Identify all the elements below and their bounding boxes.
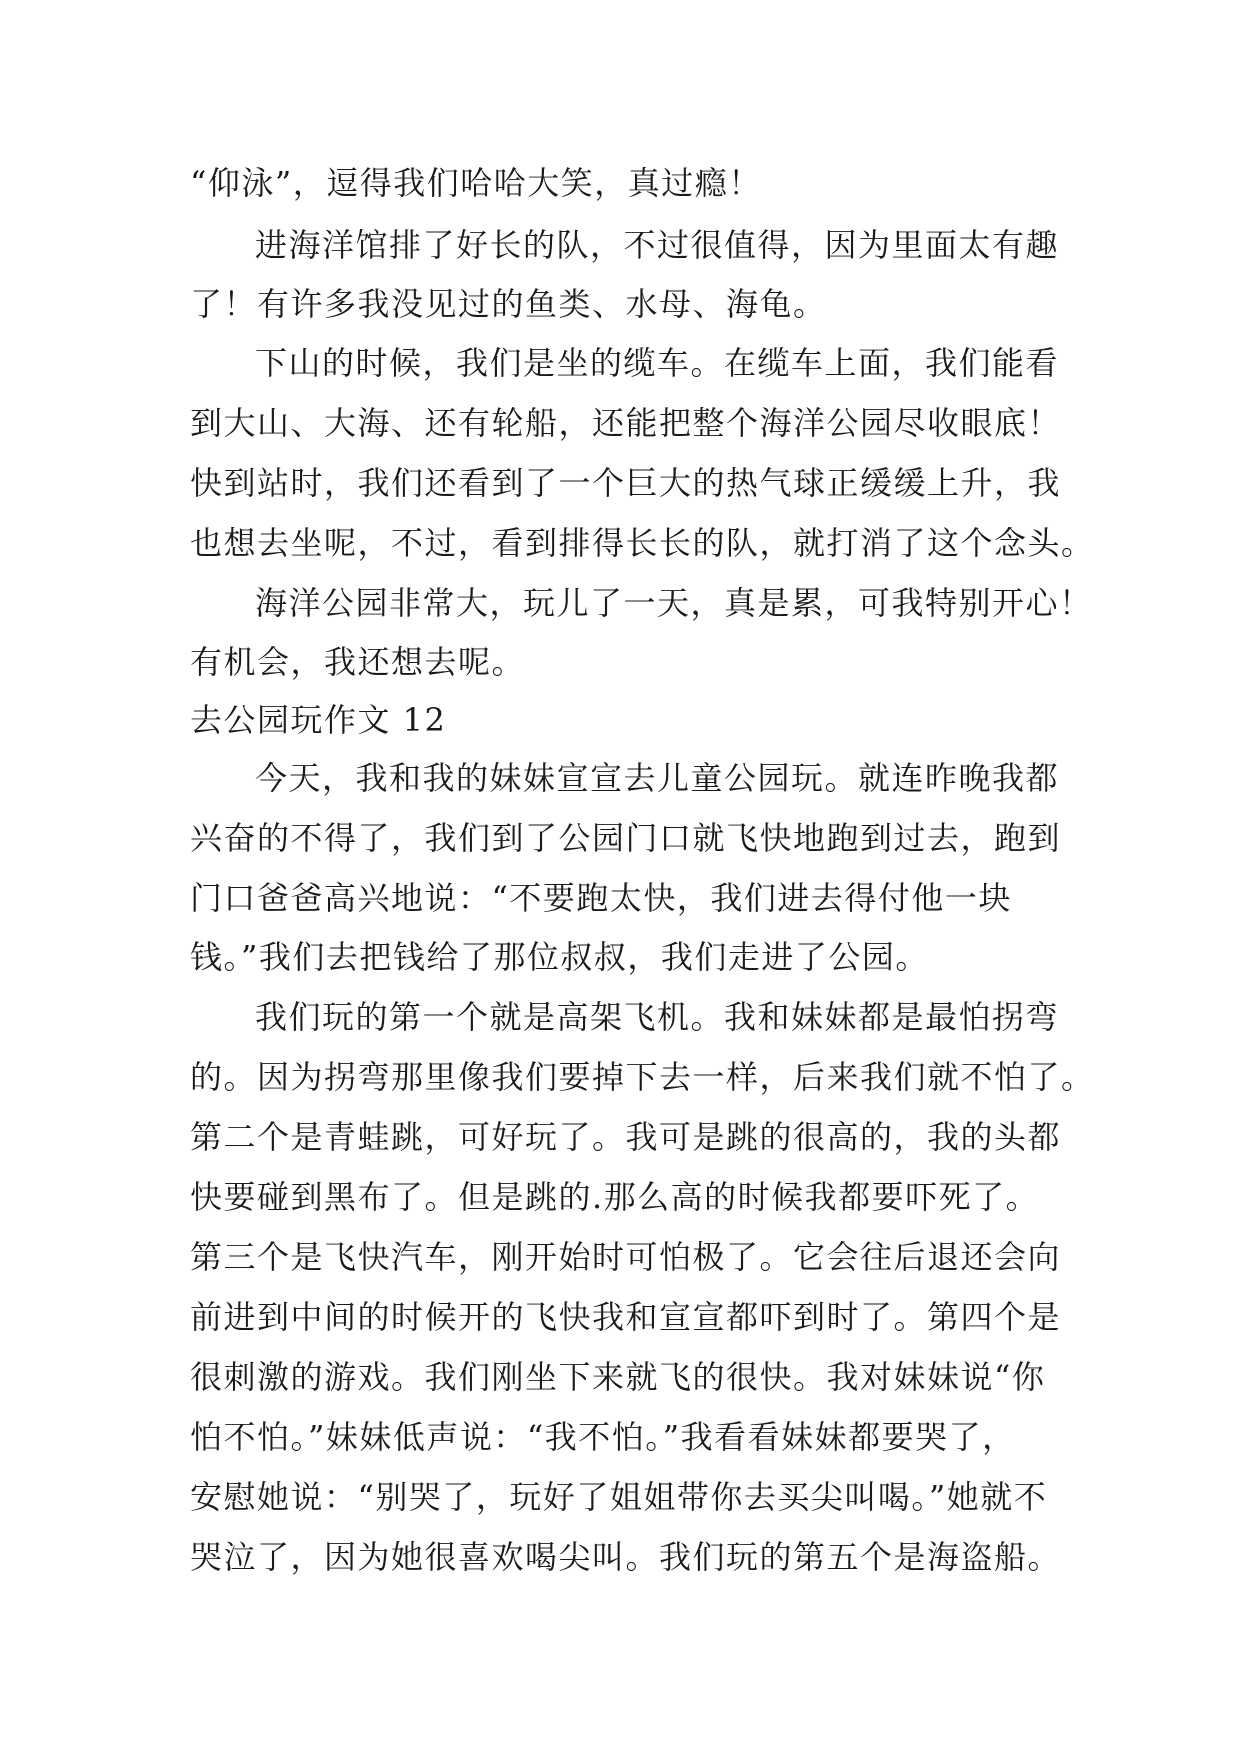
text-line: 进海洋馆排了好长的队，不过很值得，因为里面太有趣 [255, 226, 1060, 264]
text-line: 快要碰到黑布了。但是跳的.那么高的时候我都要吓死了。 [190, 1178, 1040, 1216]
text-line: 第二个是青蛙跳，可好玩了。我可是跳的很高的，我的头都 [190, 1118, 1062, 1156]
text-line: 了！有许多我没见过的鱼类、水母、海龟。 [190, 285, 827, 323]
text-line: 钱。”我们去把钱给了那位叔叔，我们走进了公园。 [190, 938, 929, 976]
text-line: 的。因为拐弯那里像我们要掉下去一样，后来我们就不怕了。 [190, 1058, 1095, 1096]
text-line: 到大山、大海、还有轮船，还能把整个海洋公园尽收眼底！ [190, 404, 1062, 442]
text-line: 海洋公园非常大，玩儿了一天，真是累，可我特别开心！ [255, 584, 1093, 622]
text-line: 今天，我和我的妹妹宣宣去儿童公园玩。就连昨晚我都 [255, 759, 1060, 797]
text-line: 我们玩的第一个就是高架飞机。我和妹妹都是最怕拐弯 [255, 998, 1060, 1036]
text-line: 快到站时，我们还看到了一个巨大的热气球正缓缓上升，我 [190, 464, 1062, 502]
text-line: 哭泣了，因为她很喜欢喝尖叫。我们玩的第五个是海盗船。 [190, 1538, 1062, 1576]
text-line: 兴奋的不得了，我们到了公园门口就飞快地跑到过去，跑到 [190, 819, 1062, 857]
text-line: 怕不怕。”妹妹低声说：“我不怕。”我看看妹妹都要哭了， [190, 1418, 1016, 1456]
section-heading: 去公园玩作文 12 [190, 701, 447, 739]
text-line: 有机会，我还想去呢。 [190, 643, 526, 681]
text-line: 安慰她说：“别哭了，玩好了姐姐带你去买尖叫喝。”她就不 [190, 1478, 1048, 1516]
text-line: 很刺激的游戏。我们刚坐下来就飞的很快。我对妹妹说“你 [190, 1358, 1046, 1396]
text-line: 门口爸爸高兴地说：“不要跑太快，我们进去得付他一块 [190, 879, 1012, 917]
text-line: 也想去坐呢，不过，看到排得长长的队，就打消了这个念头。 [190, 524, 1095, 562]
text-line: 下山的时候，我们是坐的缆车。在缆车上面，我们能看 [255, 344, 1060, 382]
text-line: 前进到中间的时候开的飞快我和宣宣都吓到时了。第四个是 [190, 1298, 1062, 1336]
text-line: “仰泳”，逗得我们哈哈大笑，真过瘾！ [190, 164, 762, 202]
text-line: 第三个是飞快汽车，刚开始时可怕极了。它会往后退还会向 [190, 1238, 1062, 1276]
